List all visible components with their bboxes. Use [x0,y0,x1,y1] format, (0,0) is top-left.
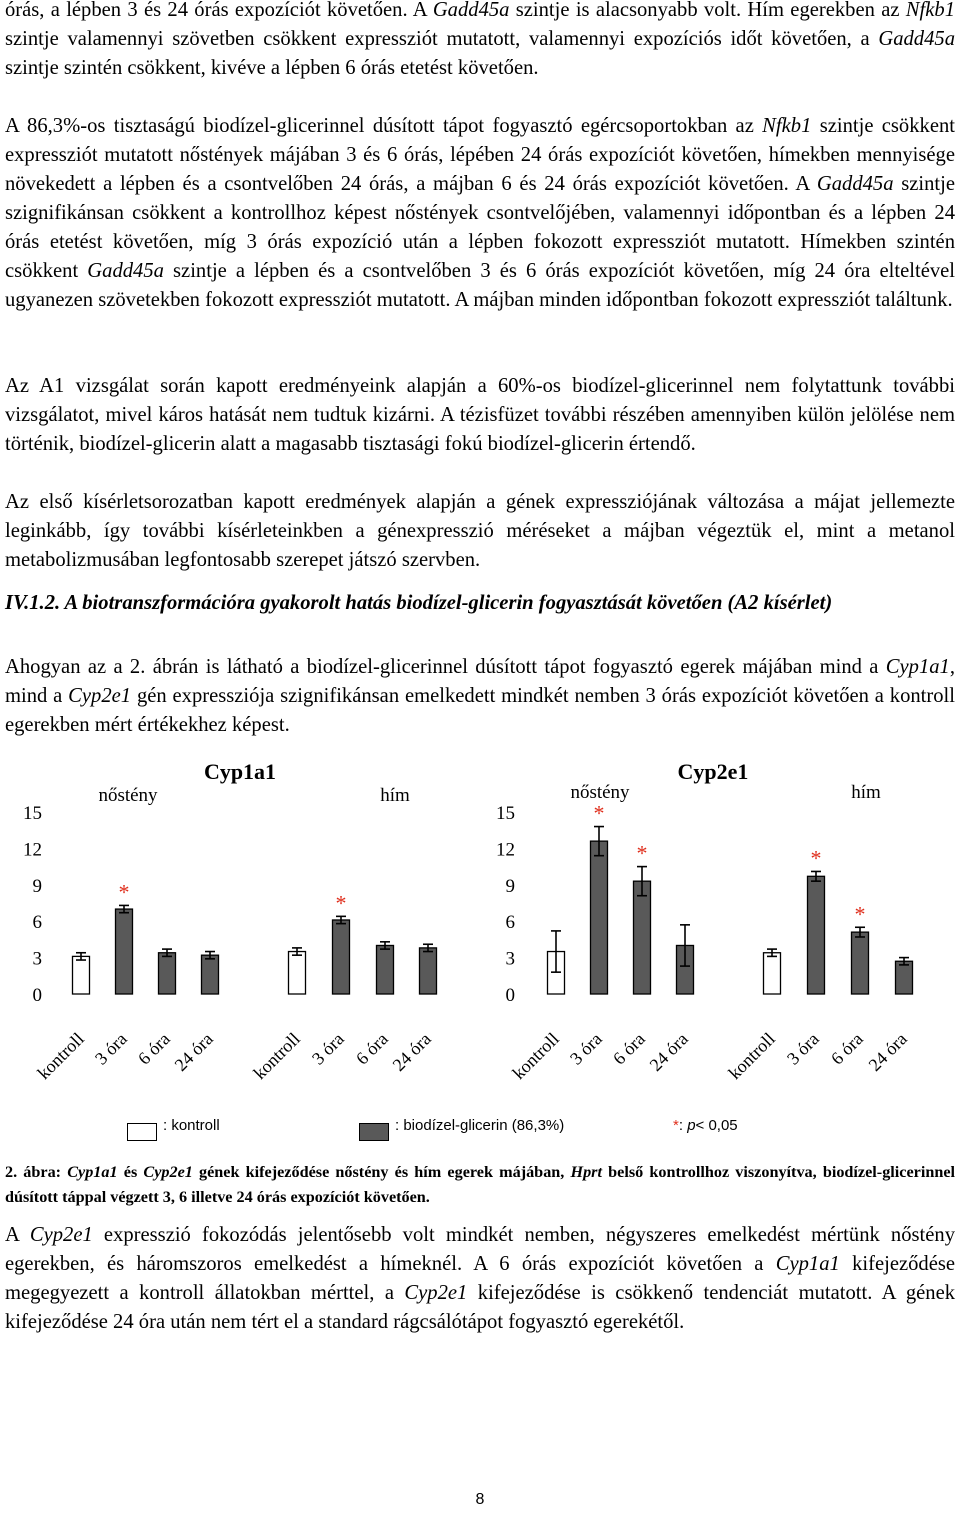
text-fragment: kifejeződése is csökkenő tendenciát mutatott. A gének kifejeződése 24 óra után nem tért el a standard rágcsálótápot fogyasztó egerekétől. [5,1282,956,1333]
category-label: 6 óra [351,1028,392,1069]
text-fragment: Ahogyan az a 2. ábrán is látható a biodízel-glicerinnel dúsított tápot fogyasztó egerek májában mind a [5,656,886,678]
figure-2-charts [0,750,960,1110]
group-label: nőstény [570,782,630,803]
group-label: hím [380,785,410,806]
category-label: 24 óra [645,1028,692,1075]
chart-cyp1a1 [23,759,437,1083]
gene-name: Cyp2e1 [404,1282,468,1304]
chart-title: Cyp1a1 [203,759,277,784]
gene-name: Cyp1a1 [885,656,950,678]
y-tick-label: 3 [505,948,515,970]
paragraph-liver-focus: Az első kísérletsorozatban kapott eredmények alapján a gének expressziójának változása a májat jellemezte leginkább, így további kísérleteinkben a génexpresszió méréseket a májban végeztük el, mint a metanol metabolizmusában legfontosabb szerepet játszó szervben. [5,491,955,571]
y-tick-label: 15 [496,803,515,824]
bar-control [289,952,306,994]
bar-treated [634,881,651,994]
category-label: 3 óra [307,1028,348,1069]
category-label: kontroll [249,1028,304,1084]
bar-treated [159,953,176,994]
text-fragment: p [687,1117,696,1134]
y-tick-label: 15 [23,803,42,824]
bar-treated [420,948,437,994]
gene-name: Gadd45a [87,260,164,282]
legend-significance [673,1117,738,1134]
category-label: 24 óra [388,1028,435,1075]
text-fragment: gén expressziója szignifikánsan emelkedett mindkét nemben 3 órás expozíciót követően a kontroll egerekben mért értékekhez képest. [5,685,955,736]
y-tick-label: 6 [32,912,42,934]
y-tick-label: 9 [505,875,515,897]
text-fragment: gének kifejeződése nőstény és hím egerek májában, [192,1163,571,1181]
bar-control [764,953,781,994]
paragraph-results-discussion [5,1221,955,1337]
legend-treated-label: : biodízel-glicerin (86,3%) [395,1117,565,1134]
text-fragment: szintje a lépben és a csontvelőben 3 és 6 órás expozíciót követően, míg 24 óra elteltével ugyanezen szövetekben fokozott expressziót mutatott. A májban minden időpontban fokozott expressziót találtunk. [5,260,955,311]
text-fragment: A 86,3%-os tisztaságú biodízel-glicerinnel dúsított tápot fogyasztó egércsoportokban az [5,115,763,137]
y-tick-label: 12 [23,839,42,861]
text-fragment: , mind a [5,656,955,707]
text-fragment: expresszió fokozódás jelentősebb volt mindkét nemben, négyszeres emelkedést mértünk nőstény egerekben, és háromszoros emelkedést a hímeknél. A 6 órás expozíciót követően a [5,1224,955,1275]
top-paragraph [5,0,955,83]
figure-caption [5,1160,955,1210]
bar-treated [116,909,133,994]
gene-name: Gadd45a [432,0,510,21]
text-fragment: A [5,1224,30,1246]
gene-name: Gadd45a [816,173,894,195]
bar-treated [591,841,608,994]
bar-treated [333,920,350,994]
text-fragment: órás, a lépben 3 és 24 órás expozíciót követően. A [5,0,433,21]
text-fragment: szintje szintén csökkent, kivéve a lépben 6 órás etetést követően. [5,57,539,79]
figure-legend [0,1114,960,1144]
category-label: 6 óra [133,1028,174,1069]
y-tick-label: 6 [505,912,515,934]
significance-star: * [335,890,347,916]
gene-name: Nfkb1 [905,0,955,21]
category-label: 3 óra [90,1028,131,1069]
y-tick-label: 12 [496,839,515,861]
gene-name: Cyp2e1 [143,1163,193,1181]
bar-control [73,956,90,994]
y-tick-label: 0 [32,985,42,1006]
legend-control-swatch [127,1123,157,1141]
page-number: 8 [475,1491,485,1508]
legend-star: * [673,1117,679,1134]
text-fragment: < 0,05 [695,1117,738,1134]
category-label: kontroll [508,1028,563,1084]
bar-treated [852,932,869,994]
text-fragment: szintje csökkent expressziót mutatott nőstények májában 3 és 6 órás, lépében 24 órás expozíciót követően, hímekben mennyisége növekedett a lépben és a csontvelőben 24 órás, a májban 6 és 24 órás expozíciót követően. A [5,115,955,195]
paragraph-nfkb1-gadd45a [5,112,955,315]
bar-treated [896,961,913,994]
legend-treated-swatch [359,1123,389,1141]
group-label: hím [851,782,881,803]
category-label: 3 óra [565,1028,606,1069]
y-tick-label: 9 [32,875,42,897]
category-label: kontroll [724,1028,779,1084]
gene-name: Nfkb1 [762,115,812,137]
text-fragment: belső kontrollhoz viszonyítva, biodízel-glicerinnel dúsított táppal végzett 3, 6 illetve 24 órás expozíciót követően. [5,1163,956,1206]
significance-star: * [118,879,130,905]
gene-name: Cyp2e1 [29,1224,93,1246]
bar-treated [377,945,394,994]
text-fragment: : [678,1117,688,1134]
category-label: 24 óra [170,1028,217,1075]
significance-star: * [854,901,866,927]
gene-name: Cyp1a1 [775,1253,840,1275]
significance-star: * [636,840,648,866]
legend-control-label: : kontroll [163,1117,220,1134]
text-fragment: szintje valamennyi szövetben csökkent expressziót mutatott, valamennyi expozíciós időt követően, a [5,28,879,50]
text-fragment: és [117,1163,144,1181]
gene-name: Cyp2e1 [68,685,132,707]
text-fragment: kifejeződése megegyezett a kontroll állatokban mérttel, a [5,1253,955,1304]
significance-star: * [593,800,605,826]
section-heading: IV.1.2. A biotranszformációra gyakorolt hatás biodízel-glicerin fogyasztását követően (A2 kísérlet) [5,592,833,614]
category-label: 24 óra [864,1028,911,1075]
text-fragment: szintje szignifikánsan csökkent a kontrollhoz képest nőstények csontvelőjében, valamennyi időpontban és a lépben 24 órás etetést követően, míg 3 órás expozíció után a lépben fokozott expressziót mutatott. Hímekben szintén csökkent [5,173,955,282]
chart-cyp2e1 [496,759,913,1083]
category-label: 6 óra [826,1028,867,1069]
y-tick-label: 0 [505,985,515,1006]
paragraph-figure-intro [5,653,955,740]
text-fragment: szintje is alacsonyabb volt. Hím egerekben az [509,0,906,21]
bar-treated [808,876,825,994]
gene-name: Cyp1a1 [67,1163,118,1181]
chart-title: Cyp2e1 [677,759,749,784]
category-label: 6 óra [608,1028,649,1069]
bar-treated [202,955,219,994]
text-fragment: 2. ábra: [5,1163,68,1181]
category-label: 3 óra [782,1028,823,1069]
category-label: kontroll [33,1028,88,1084]
significance-star: * [810,845,822,871]
group-label: nőstény [98,785,158,806]
y-tick-label: 3 [32,948,42,970]
gene-name: Gadd45a [878,28,955,50]
paragraph-a1-conclusion: Az A1 vizsgálat során kapott eredményeink alapján a 60%-os biodízel-glicerinnel nem folytattunk további vizsgálatot, mivel káros hatását nem tudtuk kizárni. A tézisfüzet további részében amennyiben külön jelölése nem történik, biodízel-glicerin alatt a magasabb tisztasági fokú biodízel-glicerin értendő. [5,375,955,455]
gene-name: Hprt [570,1163,602,1181]
